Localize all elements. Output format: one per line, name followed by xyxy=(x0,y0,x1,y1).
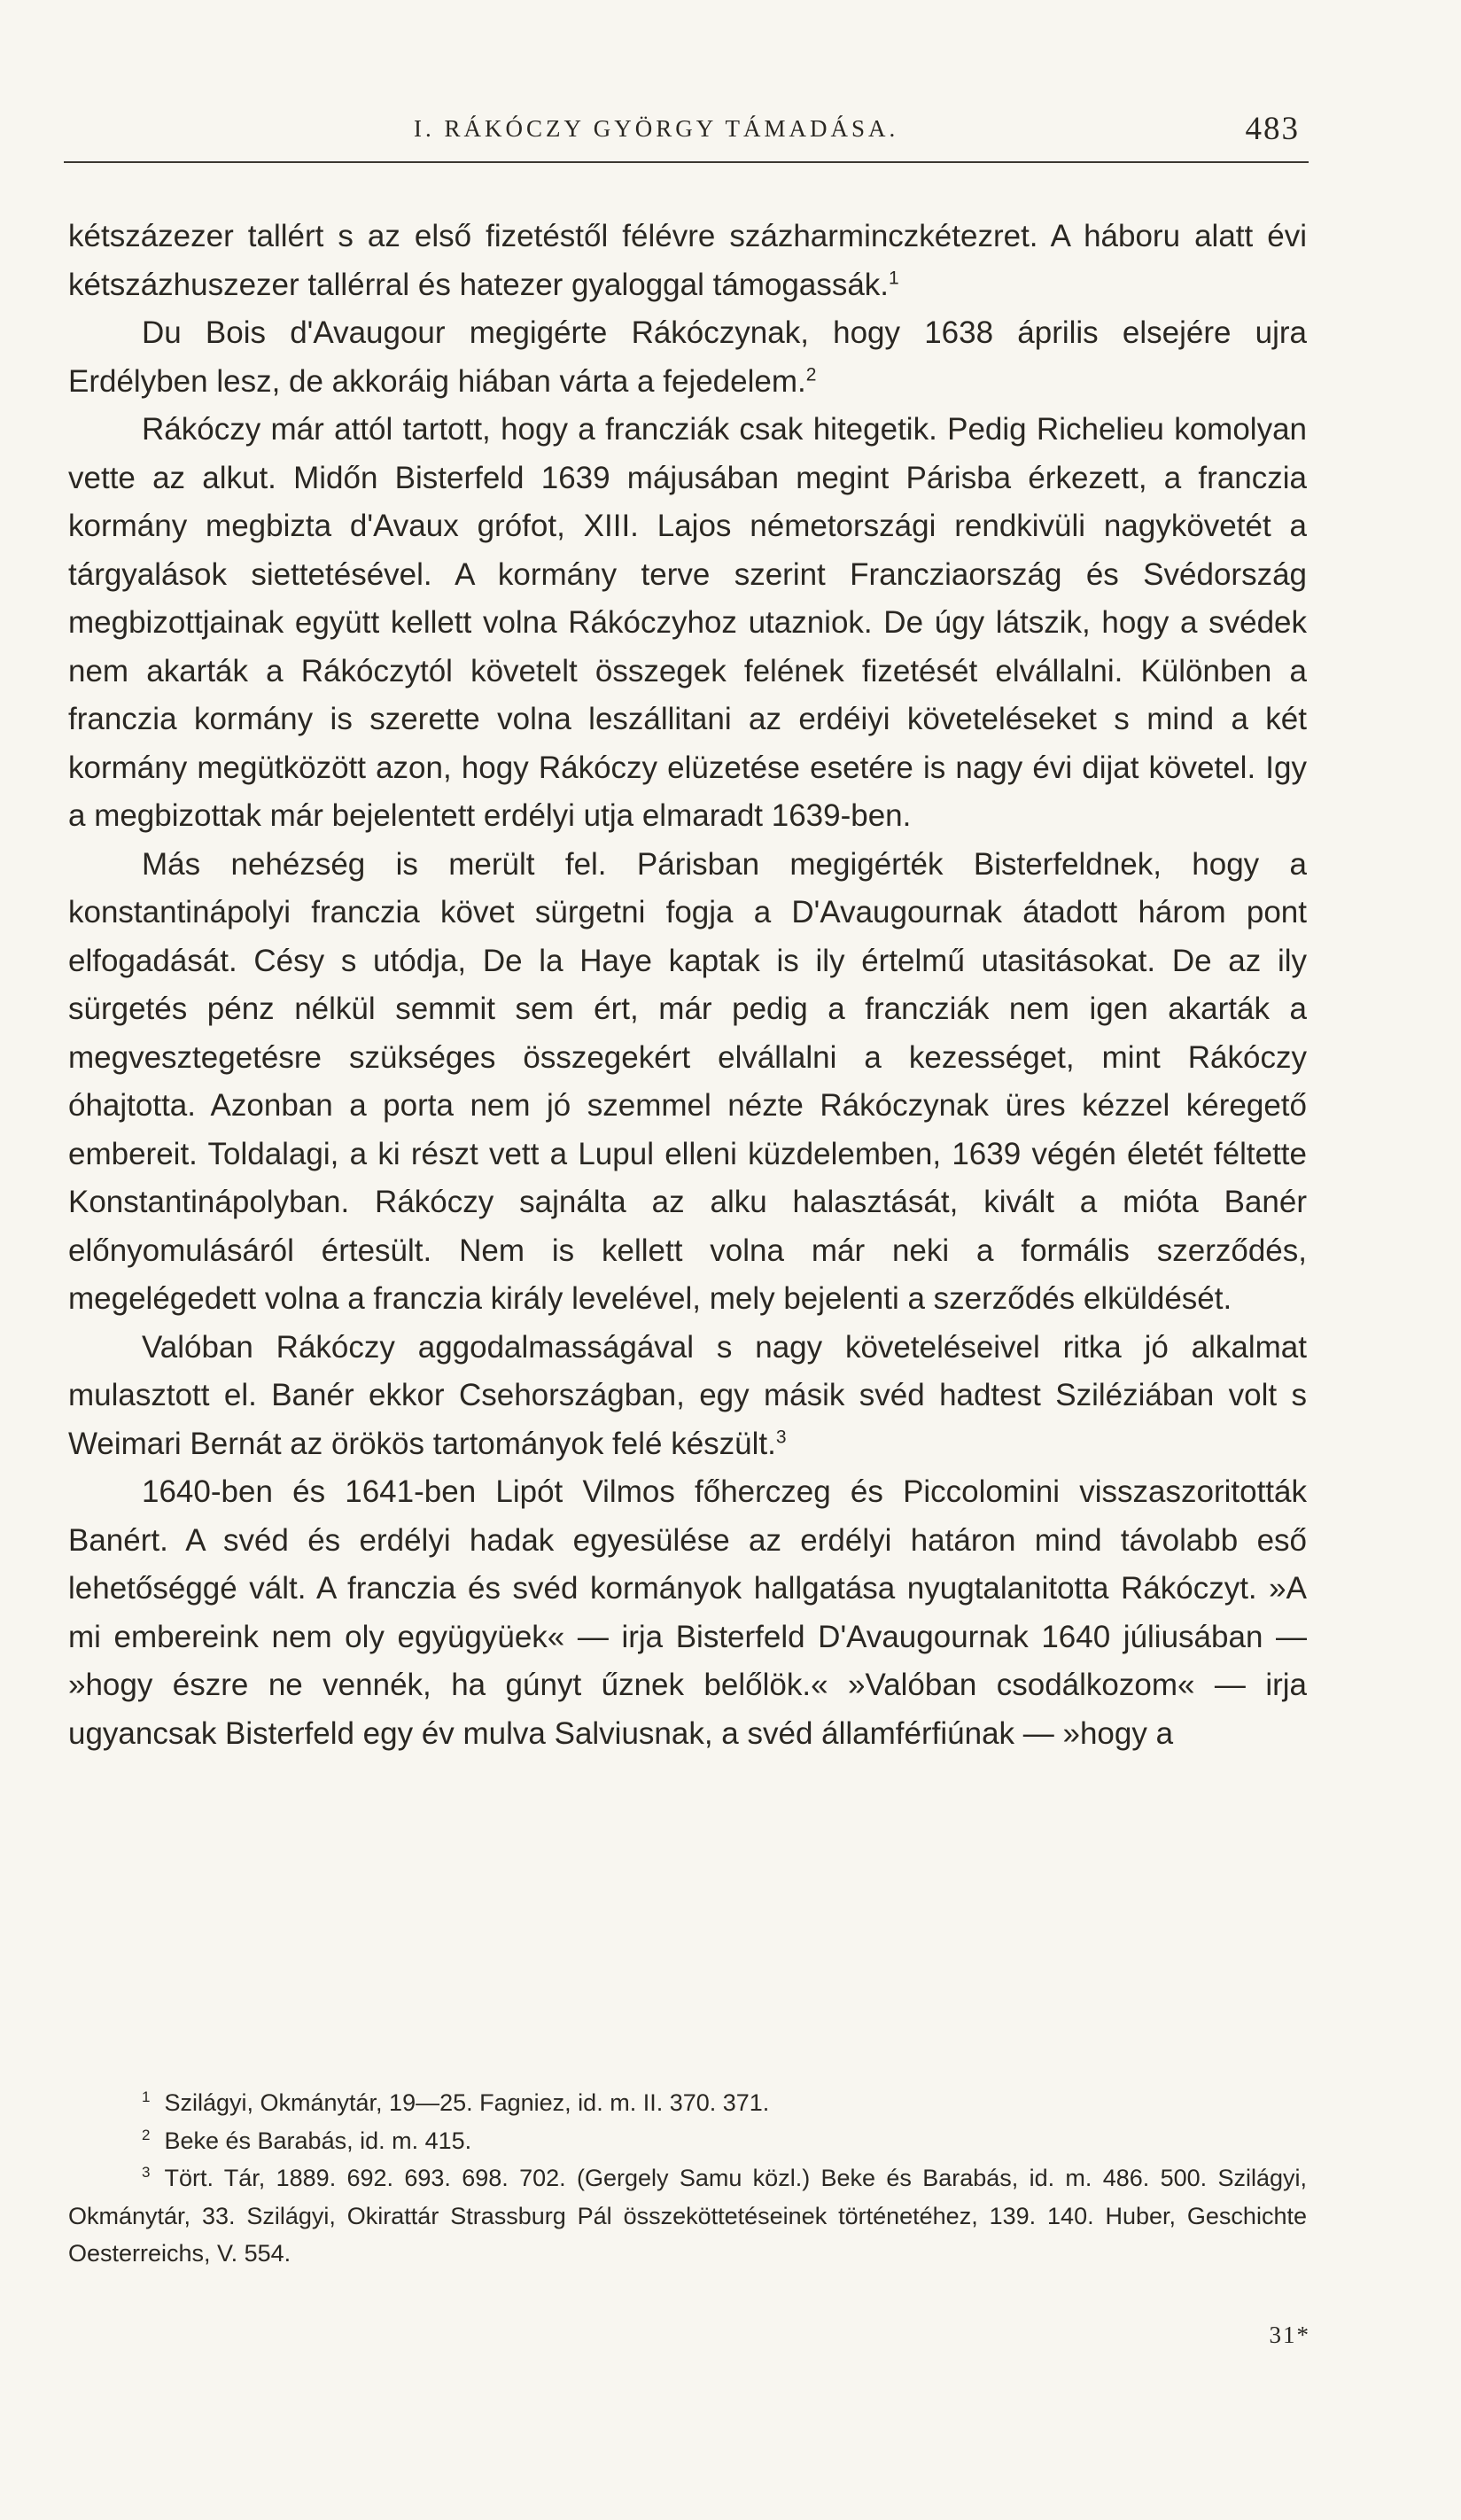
paragraph-4: Más nehézség is merült fel. Párisban megigérték Bisterfeldnek, hogy a konstantinápolyi franczia követ sürgetni fogja a D'Avaugournak átadott három pont elfogadását. Césy s utódja, De la Haye kaptak is ily értelmű utasitásokat. De az ily sürgetés pénz nélkül semmit sem ért, már pedig a francziák nem igen akarták a megvesztegetésre szükséges összegekért elvállalni a kezességet, mint Rákóczy óhajtotta. Azonban a porta nem jó szemmel nézte Rákóczynak üres kézzel kéregető embereit. Toldalagi, a ki részt vett a Lupul elleni küzdelemben, 1639 végén életét féltette Konstantinápolyban. Rákóczy sajnálta az alku halasztását, kivált a mióta Banér előnyomulásáról értesült. Nem is kellett volna már neki a formális szerződés, megelégedett volna a franczia király levelével, mely bejelenti a szerződés elküldését. xyxy=(68,846,1307,1316)
footnote-1 xyxy=(68,2084,1307,2122)
running-header xyxy=(64,108,1309,163)
page-number: 483 xyxy=(1245,111,1300,147)
footnote-number: 3 xyxy=(142,2164,151,2181)
footnote-ref-3: 3 xyxy=(775,1426,787,1447)
paragraph-6: 1640-ben és 1641-ben Lipót Vilmos főherczeg és Piccolomini visszaszoritották Banért. A svéd és erdélyi hadak egyesülése az erdélyi határon mind távolabb eső lehetőséggé vált. A franczia és svéd kormányok hallgatása nyugtalanitotta Rákóczyt. »A mi embereink nem oly együgyüek« — irja Bisterfeld D'Avaugournak 1640 júliusában — »hogy észre ne vennék, ha gúnyt űznek belőlök.« »Valóban csodálkozom« — irja ugyancsak Bisterfeld egy év mulva Salviusnak, a svéd államférfiúnak — »hogy a xyxy=(68,1474,1307,1751)
main-text xyxy=(68,213,1307,1758)
footnote-text: Szilágyi, Okmánytár, 19—25. Fagniez, id. m. II. 370. 371. xyxy=(164,2089,770,2116)
footnote-number: 1 xyxy=(142,2088,151,2105)
footnotes xyxy=(68,2084,1307,2273)
paragraph-3: Rákóczy már attól tartott, hogy a francziák csak hitegetik. Pedig Richelieu komolyan vette az alkut. Midőn Bisterfeld 1639 májusában megint Párisba érkezett, a franczia kormány megbizta d'Avaux grófot, XIII. Lajos németországi rendkivüli nagykövetét a tárgyalások siettetésével. A kormány terve szerint Francziaország és Svédország megbizottjainak együtt kellett volna Rákóczyhoz utazniok. De úgy látszik, hogy a svédek nem akarták a Rákóczytól követelt összegek felének fizetését elvállalni. Különben a franczia kormány is szerette volna leszállitani az erdéiyi követeléseket s mind a két kormány megütközött azon, hogy Rákóczy elüzetése esetére is nagy évi dijat követel. Igy a megbizottak már bejelentett erdélyi utja elmaradt 1639-ben. xyxy=(68,412,1307,833)
footnote-ref-2: 2 xyxy=(805,363,817,385)
paragraph-2-text: Du Bois d'Avaugour megigérte Rákóczynak, hogy 1638 április elsejére ujra Erdélyben lesz, de akkoráig hiában várta a fejedelem. xyxy=(68,315,1307,399)
paragraph-5-text: Valóban Rákóczy aggodalmasságával s nagy követeléseivel ritka jó alkalmat mulasztott el. Banér ekkor Csehországban, egy másik svéd hadtest Sziléziában volt s Weimari Bernát az örökös tartományok felé készült. xyxy=(68,1329,1307,1461)
paragraph-5 xyxy=(68,1324,1307,1469)
signature-mark: 31* xyxy=(1269,2322,1310,2348)
running-title: I. RÁKÓCZY GYÖRGY TÁMADÁSA. xyxy=(414,115,899,142)
footnote-text: Tört. Tár, 1889. 692. 693. 698. 702. (Gergely Samu közl.) Beke és Barabás, id. m. 486. 500. Szilágyi, Okmánytár, 33. Szilágyi, Okirattár Strassburg Pál összeköttetéseinek történetéhez, 139. 140. Huber, Geschichte Oesterreichs, V. 554. xyxy=(68,2165,1307,2267)
paragraph-1-text: kétszázezer tallért s az első fizetéstől félévre százharminczkétezret. A háboru alatt évi kétszázhuszezer tallérral és hatezer gyaloggal támogassák. xyxy=(68,219,1307,302)
footnote-2 xyxy=(68,2122,1307,2160)
paragraph-1 xyxy=(68,213,1307,309)
paragraph-2 xyxy=(68,309,1307,406)
footnote-text: Beke és Barabás, id. m. 415. xyxy=(164,2127,472,2154)
footnote-3 xyxy=(68,2159,1307,2273)
footnote-number: 2 xyxy=(142,2126,151,2143)
footnote-ref-1: 1 xyxy=(889,267,899,288)
